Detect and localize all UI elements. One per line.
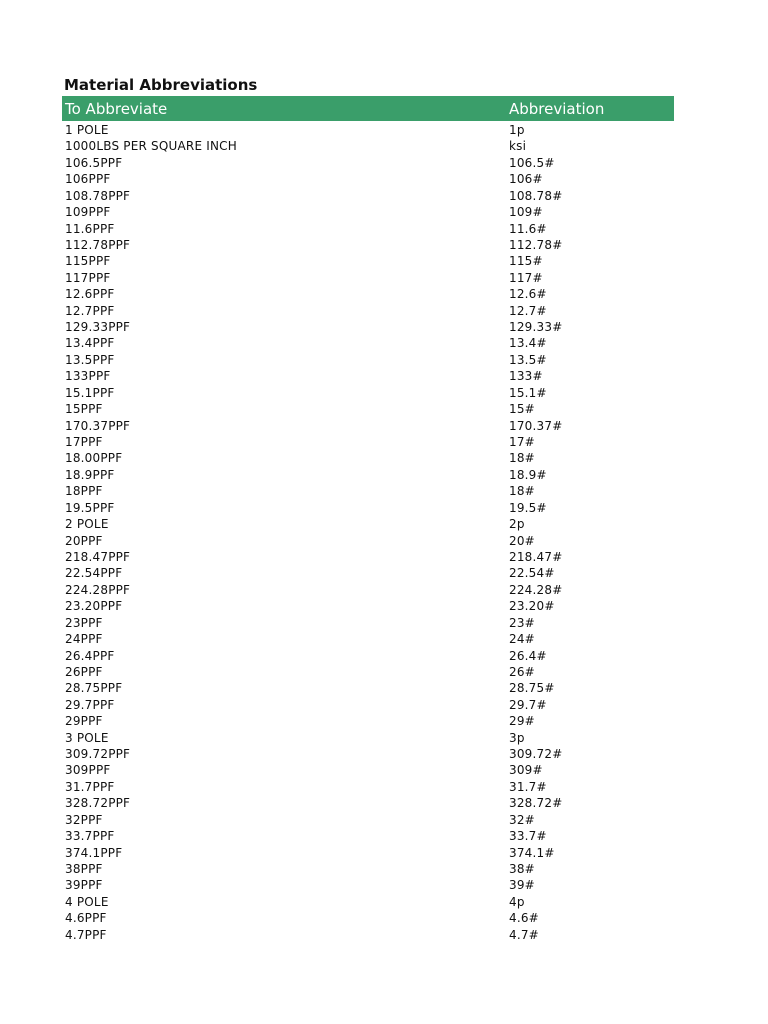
cell-abbreviation: 328.72#: [509, 796, 563, 811]
table-header: [62, 96, 674, 121]
table-row: [62, 286, 674, 302]
cell-abbreviation: 109#: [509, 205, 543, 220]
cell-to-abbreviate: 374.1PPF: [65, 845, 123, 860]
cell-to-abbreviate: 1000LBS PER SQUARE INCH: [65, 139, 237, 154]
cell-to-abbreviate: 39PPF: [65, 878, 103, 893]
cell-abbreviation: 20#: [509, 533, 535, 548]
table-row: [62, 910, 674, 926]
cell-to-abbreviate: 18PPF: [65, 484, 103, 499]
cell-to-abbreviate: 19.5PPF: [65, 500, 115, 515]
cell-to-abbreviate: 133PPF: [65, 369, 111, 384]
table-row: [62, 730, 674, 746]
cell-to-abbreviate: 4.6PPF: [65, 911, 107, 926]
cell-to-abbreviate: 23.20PPF: [65, 599, 123, 614]
cell-to-abbreviate: 20PPF: [65, 533, 103, 548]
cell-to-abbreviate: 1 POLE: [65, 123, 109, 137]
cell-to-abbreviate: 13.5PPF: [65, 352, 115, 367]
table-row: [62, 418, 674, 434]
cell-to-abbreviate: 26.4PPF: [65, 648, 115, 663]
table-row: [62, 237, 674, 253]
cell-abbreviation: 33.7#: [509, 829, 547, 844]
cell-to-abbreviate: 29.7PPF: [65, 697, 115, 712]
table-row: [62, 319, 674, 335]
cell-to-abbreviate: 106.5PPF: [65, 155, 123, 170]
table-body: [62, 122, 674, 943]
cell-to-abbreviate: 112.78PPF: [65, 237, 131, 252]
cell-abbreviation: 115#: [509, 254, 543, 269]
cell-abbreviation: 4.6#: [509, 911, 539, 926]
table-row: [62, 253, 674, 269]
cell-abbreviation: 15#: [509, 402, 535, 417]
cell-abbreviation: 3p: [509, 730, 525, 745]
table-row: [62, 533, 674, 549]
cell-abbreviation: 18#: [509, 484, 535, 499]
cell-to-abbreviate: 23PPF: [65, 615, 103, 630]
cell-to-abbreviate: 13.4PPF: [65, 336, 115, 351]
cell-abbreviation: 2p: [509, 517, 525, 532]
table-row: [62, 631, 674, 647]
cell-to-abbreviate: 12.7PPF: [65, 303, 115, 318]
cell-to-abbreviate: 218.47PPF: [65, 549, 131, 564]
table-row: [62, 270, 674, 286]
cell-to-abbreviate: 24PPF: [65, 632, 103, 647]
cell-to-abbreviate: 170.37PPF: [65, 418, 131, 433]
cell-to-abbreviate: 224.28PPF: [65, 582, 131, 597]
table-row: [62, 352, 674, 368]
cell-abbreviation: 38#: [509, 861, 535, 876]
cell-abbreviation: 13.5#: [509, 352, 547, 367]
cell-abbreviation: 133#: [509, 369, 543, 384]
cell-abbreviation: 29.7#: [509, 697, 547, 712]
column-header-abbreviation: Abbreviation: [509, 100, 605, 118]
cell-abbreviation: 12.6#: [509, 287, 547, 302]
cell-abbreviation: 13.4#: [509, 336, 547, 351]
table-row: [62, 138, 674, 154]
table-row: [62, 500, 674, 516]
cell-abbreviation: 106.5#: [509, 155, 555, 170]
table-row: [62, 615, 674, 631]
cell-to-abbreviate: 18.9PPF: [65, 467, 115, 482]
table-row: [62, 713, 674, 729]
cell-abbreviation: 22.54#: [509, 566, 555, 581]
cell-to-abbreviate: 108.78PPF: [65, 188, 131, 203]
cell-abbreviation: 18.9#: [509, 467, 547, 482]
cell-abbreviation: 374.1#: [509, 845, 555, 860]
table-row: [62, 204, 674, 220]
table-row: [62, 335, 674, 351]
cell-abbreviation: 112.78#: [509, 237, 563, 252]
table-row: [62, 828, 674, 844]
cell-abbreviation: 1p: [509, 123, 525, 137]
cell-abbreviation: 4p: [509, 894, 525, 909]
table-row: [62, 565, 674, 581]
cell-abbreviation: 32#: [509, 812, 535, 827]
cell-abbreviation: 11.6#: [509, 221, 547, 236]
cell-to-abbreviate: 4.7PPF: [65, 927, 107, 942]
cell-abbreviation: 309#: [509, 763, 543, 778]
cell-abbreviation: 31.7#: [509, 779, 547, 794]
table-row: [62, 171, 674, 187]
table-row: [62, 450, 674, 466]
table-row: [62, 664, 674, 680]
table-row: [62, 680, 674, 696]
table-row: [62, 779, 674, 795]
table-row: [62, 697, 674, 713]
table-row: [62, 582, 674, 598]
table-row: [62, 549, 674, 565]
cell-to-abbreviate: 115PPF: [65, 254, 111, 269]
cell-abbreviation: 15.1#: [509, 385, 547, 400]
table-row: [62, 894, 674, 910]
table-row: [62, 861, 674, 877]
cell-to-abbreviate: 328.72PPF: [65, 796, 131, 811]
table-row: [62, 155, 674, 171]
cell-abbreviation: 19.5#: [509, 500, 547, 515]
cell-abbreviation: 170.37#: [509, 418, 563, 433]
cell-abbreviation: 18#: [509, 451, 535, 466]
table-row: [62, 927, 674, 943]
table-row: [62, 434, 674, 450]
cell-to-abbreviate: 309PPF: [65, 763, 111, 778]
cell-abbreviation: 4.7#: [509, 927, 539, 942]
table-row: [62, 877, 674, 893]
cell-to-abbreviate: 15.1PPF: [65, 385, 115, 400]
cell-to-abbreviate: 28.75PPF: [65, 681, 123, 696]
cell-to-abbreviate: 2 POLE: [65, 517, 109, 532]
table-row: [62, 188, 674, 204]
cell-to-abbreviate: 11.6PPF: [65, 221, 115, 236]
cell-abbreviation: 108.78#: [509, 188, 563, 203]
cell-to-abbreviate: 15PPF: [65, 402, 103, 417]
cell-to-abbreviate: 3 POLE: [65, 730, 109, 745]
cell-to-abbreviate: 12.6PPF: [65, 287, 115, 302]
cell-to-abbreviate: 32PPF: [65, 812, 103, 827]
cell-to-abbreviate: 129.33PPF: [65, 320, 131, 335]
cell-to-abbreviate: 22.54PPF: [65, 566, 123, 581]
table-row: [62, 122, 674, 138]
cell-abbreviation: ksi: [509, 139, 527, 154]
table-row: [62, 516, 674, 532]
cell-abbreviation: 26.4#: [509, 648, 547, 663]
table-row: [62, 467, 674, 483]
table-row: [62, 762, 674, 778]
table-row: [62, 303, 674, 319]
cell-abbreviation: 39#: [509, 878, 535, 893]
table-row: [62, 221, 674, 237]
table-row: [62, 598, 674, 614]
cell-to-abbreviate: 31.7PPF: [65, 779, 115, 794]
cell-to-abbreviate: 17PPF: [65, 435, 103, 450]
cell-to-abbreviate: 29PPF: [65, 714, 103, 729]
cell-to-abbreviate: 18.00PPF: [65, 451, 123, 466]
cell-abbreviation: 309.72#: [509, 747, 563, 762]
cell-to-abbreviate: 106PPF: [65, 172, 111, 187]
cell-abbreviation: 218.47#: [509, 549, 563, 564]
cell-abbreviation: 106#: [509, 172, 543, 187]
cell-abbreviation: 23#: [509, 615, 535, 630]
column-header-to-abbreviate: To Abbreviate: [65, 100, 168, 118]
cell-abbreviation: 117#: [509, 270, 543, 285]
cell-abbreviation: 12.7#: [509, 303, 547, 318]
cell-to-abbreviate: 26PPF: [65, 664, 103, 679]
table-row: [62, 746, 674, 762]
cell-abbreviation: 26#: [509, 664, 535, 679]
cell-to-abbreviate: 117PPF: [65, 270, 111, 285]
cell-to-abbreviate: 309.72PPF: [65, 747, 131, 762]
table-row: [62, 812, 674, 828]
table-row: [62, 401, 674, 417]
cell-to-abbreviate: 109PPF: [65, 205, 111, 220]
table-row: [62, 368, 674, 384]
table-row: [62, 795, 674, 811]
table-row: [62, 385, 674, 401]
cell-abbreviation: 28.75#: [509, 681, 555, 696]
table-row: [62, 845, 674, 861]
table-row: [62, 483, 674, 499]
cell-abbreviation: 29#: [509, 714, 535, 729]
cell-abbreviation: 17#: [509, 435, 535, 450]
table-row: [62, 648, 674, 664]
cell-to-abbreviate: 33.7PPF: [65, 829, 115, 844]
cell-to-abbreviate: 4 POLE: [65, 894, 109, 909]
cell-abbreviation: 23.20#: [509, 599, 555, 614]
cell-abbreviation: 129.33#: [509, 320, 563, 335]
cell-abbreviation: 24#: [509, 632, 535, 647]
cell-abbreviation: 224.28#: [509, 582, 563, 597]
cell-to-abbreviate: 38PPF: [65, 861, 103, 876]
page-title: Material Abbreviations: [64, 76, 258, 94]
